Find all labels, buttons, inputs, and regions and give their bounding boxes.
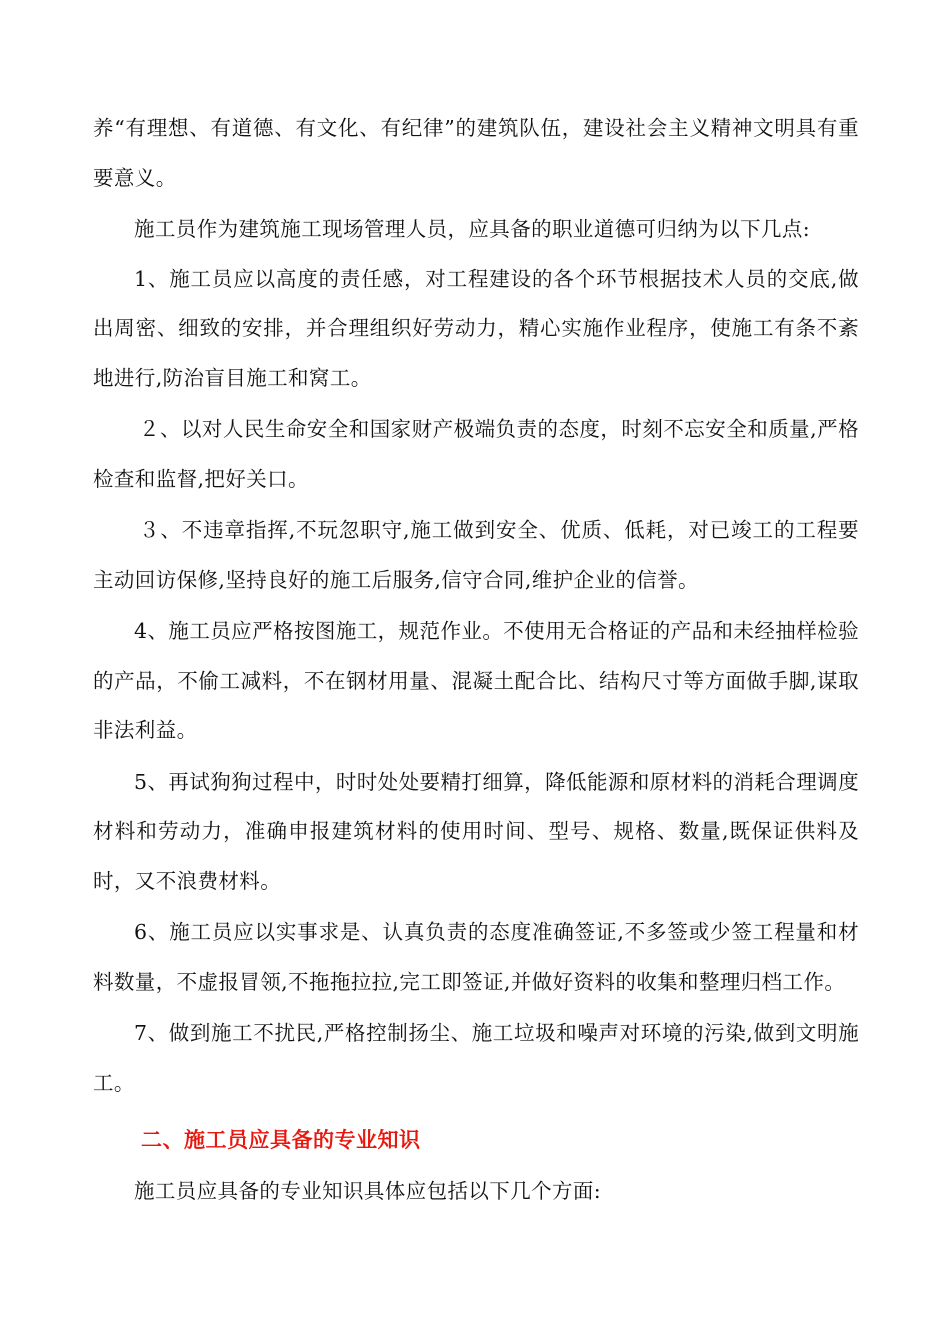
- paragraph-item-5: 5、再试狗狗过程中，时时处处要精打细算，降低能源和原材料的消耗合理调度材料和劳动力，准确申报建筑材料的使用时间、型号、规格、数量,既保证供料及时，又不浪费材料。: [93, 769, 859, 893]
- paragraph-item-1: 1、施工员应以高度的责任感，对工程建设的各个环节根据技术人员的交底,做出周密、细致的安排，并合理组织好劳动力，精心实施作业程序，使施工有条不紊地进行,防治盲目施工和窝工。: [93, 266, 859, 390]
- paragraph-item-6: 6、施工员应以实事求是、认真负责的态度准确签证,不多签或少签工程量和材料数量，不虚报冒领,不拖拖拉拉,完工即签证,并做好资料的收集和整理归档工作。: [93, 920, 859, 994]
- paragraph-item-7: 7、做到施工不扰民,严格控制扬尘、施工垃圾和噪声对环境的污染,做到文明施工。: [93, 1021, 859, 1095]
- document-body: [93, 104, 859, 1217]
- section-heading: 二、施工员应具备的专业知识: [141, 1128, 421, 1152]
- paragraph-continuation: 养“有理想、有道德、有文化、有纪律”的建筑队伍，建设社会主义精神文明具有重要意义。: [93, 116, 859, 190]
- paragraph-item-2: ２、以对人民生命安全和国家财产极端负责的态度，时刻不忘安全和质量,严格检查和监督,把好关口。: [93, 417, 859, 491]
- paragraph-intro: 施工员作为建筑施工现场管理人员，应具备的职业道德可归纳为以下几点:: [134, 217, 811, 241]
- paragraph-closing: 施工员应具备的专业知识具体应包括以下几个方面:: [134, 1179, 602, 1203]
- paragraph-item-4: 4、施工员应严格按图施工，规范作业。不使用无合格证的产品和未经抽样检验的产品，不偷工减料，不在钢材用量、混凝土配合比、结构尺寸等方面做手脚,谋取非法利益。: [93, 619, 859, 742]
- paragraph-item-3: ３、不违章指挥,不玩忽职守,施工做到安全、优质、低耗，对已竣工的工程要主动回访保修,坚持良好的施工后服务,信守合同,维护企业的信誉。: [93, 518, 859, 592]
